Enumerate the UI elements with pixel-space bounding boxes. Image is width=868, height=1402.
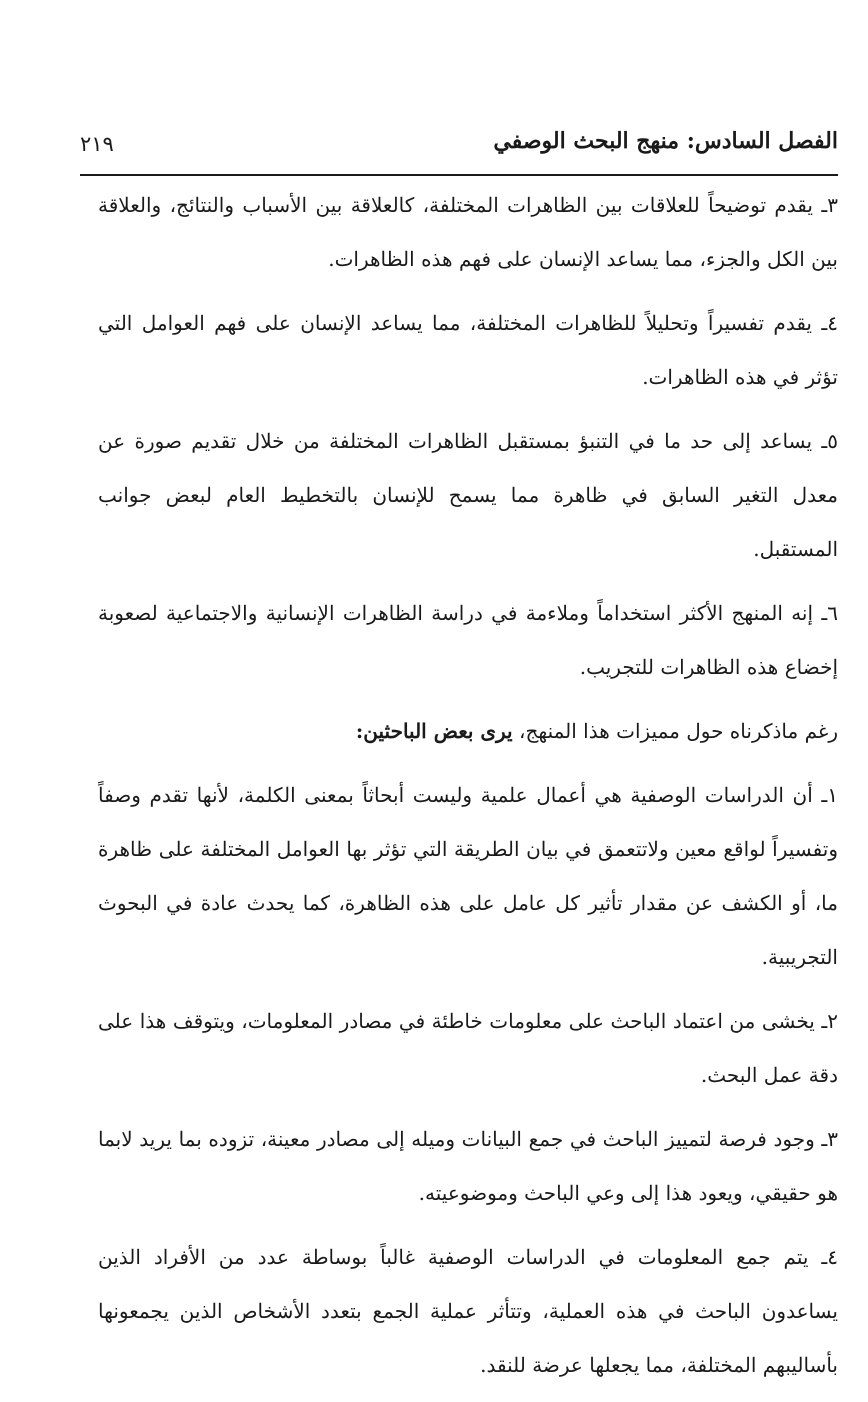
- page-body: [98, 178, 838, 1402]
- running-header: [80, 128, 838, 172]
- advantage-item-4: ٤ـ يقدم تفسيراً وتحليلاً للظاهرات المختلفة، مما يساعد الإنسان على فهم العوامل التي تؤثر في هذه الظاهرات.: [98, 311, 838, 389]
- criticism-item-4: ٤ـ يتم جمع المعلومات في الدراسات الوصفية غالباً بوساطة عدد من الأفراد الذين يساعدون الباحث في هذه العملية، وتتأثر عملية الجمع بتعدد الأشخاص الذين يجمعونها بأساليبهم المختلفة، مما يجعلها عرضة للنقد.: [98, 1245, 838, 1377]
- advantage-item-6: ٦ـ إنه المنهج الأكثر استخداماً وملاءمة في دراسة الظاهرات الإنسانية والاجتماعية لصعوبة إخضاع هذه الظاهرات للتجريب.: [98, 601, 838, 679]
- criticism-intro-text: رغم ماذكرناه حول مميزات هذا المنهج،: [512, 719, 838, 743]
- chapter-title: الفصل السادس: منهج البحث الوصفي: [493, 128, 838, 154]
- page-number: ٢١٩: [80, 132, 114, 156]
- advantage-item-3: ٣ـ يقدم توضيحاً للعلاقات بين الظاهرات المختلفة، كالعلاقة بين الأسباب والنتائج، والعلاقة بين الكل والجزء، مما يساعد الإنسان على فهم هذه الظاهرات.: [98, 193, 838, 271]
- criticism-item-3: ٣ـ وجود فرصة لتمييز الباحث في جمع البيانات وميله إلى مصادر معينة، تزوده بما يريد لابما هو حقيقي، ويعود هذا إلى وعي الباحث وموضوعيته.: [98, 1127, 838, 1205]
- advantage-item-5: ٥ـ يساعد إلى حد ما في التنبؤ بمستقبل الظاهرات المختلفة من خلال تقديم صورة عن معدل التغير السابق في ظاهرة مما يسمح للإنسان بالتخطيط العام لبعض جوانب المستقبل.: [98, 429, 838, 561]
- criticism-intro-bold: يرى بعض الباحثين:: [355, 719, 513, 743]
- criticism-intro: [98, 704, 838, 758]
- header-rule: [80, 174, 838, 176]
- criticism-item-1: ١ـ أن الدراسات الوصفية هي أعمال علمية وليست أبحاثاً بمعنى الكلمة، لأنها تقدم وصفاً وتفسيراً لواقع معين ولاتتعمق في بيان الطريقة التي تؤثر بها العوامل المختلفة على ظاهرة ما، أو الكشف عن مقدار تأثير كل عامل على هذه الظاهرة، كما يحدث عادة في البحوث التجريبية.: [98, 783, 838, 969]
- criticism-item-2: ٢ـ يخشى من اعتماد الباحث على معلومات خاطئة في مصادر المعلومات، ويتوقف هذا على دقة عمل البحث.: [98, 1009, 838, 1087]
